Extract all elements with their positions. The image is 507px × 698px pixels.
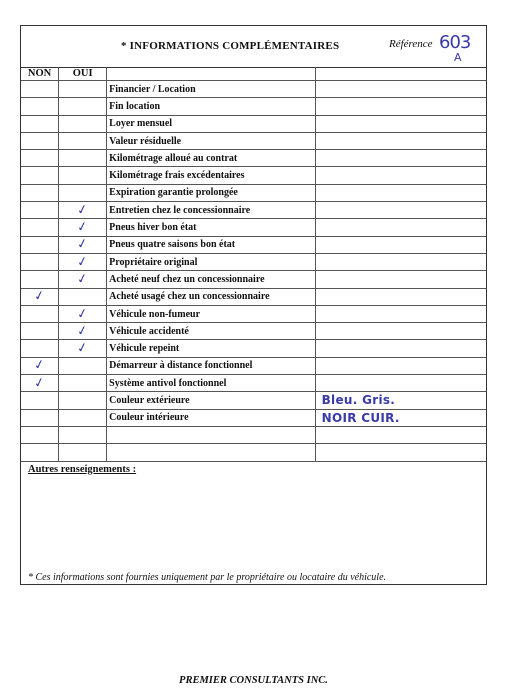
oui-cell[interactable] — [59, 81, 107, 98]
row-value[interactable] — [315, 236, 486, 253]
table-row — [21, 150, 486, 167]
handwritten-value — [316, 117, 322, 131]
non-cell[interactable] — [21, 271, 59, 288]
non-cell[interactable] — [21, 184, 59, 201]
row-label: Fin location — [107, 98, 315, 115]
oui-cell[interactable] — [59, 426, 107, 443]
header-oui: OUI — [59, 67, 107, 81]
row-value[interactable] — [315, 98, 486, 115]
row-value[interactable] — [315, 150, 486, 167]
non-cell[interactable] — [21, 167, 59, 184]
oui-cell[interactable] — [59, 357, 107, 374]
check-mark-icon: ✓ — [32, 357, 47, 375]
row-label: Couleur extérieure — [107, 392, 315, 409]
oui-cell[interactable] — [59, 392, 107, 409]
oui-cell[interactable] — [59, 115, 107, 132]
handwritten-value — [316, 221, 322, 235]
oui-cell[interactable] — [59, 219, 107, 236]
non-cell[interactable] — [21, 253, 59, 270]
check-mark-icon: ✓ — [32, 374, 47, 392]
handwritten-value — [316, 134, 322, 148]
table-row — [21, 167, 486, 184]
table-row — [21, 288, 486, 305]
row-value[interactable] — [315, 375, 486, 392]
non-cell[interactable] — [21, 236, 59, 253]
oui-cell[interactable] — [59, 184, 107, 201]
row-label: Valeur résiduelle — [107, 132, 315, 149]
oui-cell[interactable] — [59, 340, 107, 357]
handwritten-value — [316, 99, 322, 113]
row-label: Système antivol fonctionnel — [107, 375, 315, 392]
row-value[interactable] — [315, 305, 486, 322]
non-cell[interactable] — [21, 392, 59, 409]
reference-label: Référence — [389, 38, 433, 50]
non-cell[interactable] — [21, 375, 59, 392]
row-value[interactable] — [315, 409, 486, 426]
non-cell[interactable] — [21, 409, 59, 426]
header-value — [315, 67, 486, 81]
table-row — [21, 271, 486, 288]
info-sheet — [20, 25, 487, 585]
check-mark-icon: ✓ — [75, 305, 90, 323]
table-row — [21, 375, 486, 392]
non-cell[interactable] — [21, 323, 59, 340]
non-cell[interactable] — [21, 288, 59, 305]
row-label: Kilométrage alloué au contrat — [107, 150, 315, 167]
row-value[interactable] — [315, 184, 486, 201]
row-value[interactable] — [315, 253, 486, 270]
table-row — [21, 184, 486, 201]
table-row — [21, 357, 486, 374]
handwritten-value — [316, 445, 322, 459]
autres-renseignements-label: Autres renseignements : — [28, 464, 137, 475]
non-cell[interactable] — [21, 98, 59, 115]
handwritten-value — [316, 151, 322, 165]
handwritten-value — [316, 169, 322, 183]
company-name: PREMIER CONSULTANTS INC. — [179, 675, 328, 686]
handwritten-value — [316, 359, 322, 373]
table-row — [21, 340, 486, 357]
check-mark-icon: ✓ — [75, 201, 90, 219]
oui-cell[interactable] — [59, 375, 107, 392]
oui-cell[interactable] — [59, 236, 107, 253]
oui-cell[interactable] — [59, 323, 107, 340]
row-value[interactable] — [315, 132, 486, 149]
oui-cell[interactable] — [59, 271, 107, 288]
info-table — [21, 67, 486, 462]
handwritten-value — [316, 428, 322, 442]
row-label: Pneus quatre saisons bon état — [107, 236, 315, 253]
check-mark-icon: ✓ — [32, 288, 47, 306]
table-row — [21, 81, 486, 98]
handwritten-value — [316, 82, 322, 96]
non-cell[interactable] — [21, 340, 59, 357]
handwritten-value — [316, 307, 322, 321]
table-row — [21, 444, 486, 461]
check-mark-icon: ✓ — [75, 236, 90, 254]
check-mark-icon: ✓ — [75, 219, 90, 236]
oui-cell[interactable] — [59, 167, 107, 184]
header-non: NON — [21, 67, 59, 81]
non-cell[interactable] — [21, 444, 59, 461]
oui-cell[interactable] — [59, 444, 107, 461]
row-label: Véhicule non-fumeur — [107, 305, 315, 322]
row-value[interactable] — [315, 426, 486, 443]
handwritten-value — [316, 238, 322, 252]
handwritten-value: Bleu. Gris. — [321, 393, 396, 408]
oui-cell[interactable] — [59, 98, 107, 115]
row-label: Pneus hiver bon état — [107, 219, 315, 236]
table-row — [21, 98, 486, 115]
form-title: * INFORMATIONS COMPLÉMENTAIRES — [121, 40, 340, 52]
table-row — [21, 132, 486, 149]
non-cell[interactable] — [21, 132, 59, 149]
row-value[interactable] — [315, 202, 486, 219]
non-cell[interactable] — [21, 202, 59, 219]
non-cell[interactable] — [21, 357, 59, 374]
table-row — [21, 409, 486, 426]
check-mark-icon: ✓ — [75, 253, 90, 271]
row-label: Financier / Location — [107, 81, 315, 98]
oui-cell[interactable] — [59, 409, 107, 426]
row-value[interactable] — [315, 271, 486, 288]
non-cell[interactable] — [21, 115, 59, 132]
row-label: Kilométrage frais excédentaires — [107, 167, 315, 184]
reference-sub: A — [454, 51, 462, 64]
oui-cell[interactable] — [59, 305, 107, 322]
check-mark-icon: ✓ — [75, 322, 90, 340]
handwritten-value — [316, 255, 322, 269]
check-mark-icon: ✓ — [75, 270, 90, 288]
oui-cell[interactable] — [59, 150, 107, 167]
non-cell[interactable] — [21, 150, 59, 167]
oui-cell[interactable] — [59, 132, 107, 149]
table-row — [21, 115, 486, 132]
table-row — [21, 392, 486, 409]
row-label: Couleur intérieure — [107, 409, 315, 426]
oui-cell[interactable] — [59, 202, 107, 219]
row-label: Véhicule repeint — [107, 340, 315, 357]
non-cell[interactable] — [21, 305, 59, 322]
row-value[interactable] — [315, 392, 486, 409]
row-label — [107, 444, 315, 461]
handwritten-value — [316, 342, 322, 356]
row-value[interactable] — [315, 288, 486, 305]
handwritten-value — [316, 272, 322, 286]
row-label: Acheté usagé chez un concessionnaire — [107, 288, 315, 305]
row-label: Entretien chez le concessionnaire — [107, 202, 315, 219]
table-row — [21, 253, 486, 270]
reference-value: 603 — [439, 32, 471, 53]
row-label: Véhicule accidenté — [107, 323, 315, 340]
handwritten-value — [316, 203, 322, 217]
row-value[interactable] — [315, 115, 486, 132]
row-label: Démarreur à distance fonctionnel — [107, 357, 315, 374]
row-value[interactable] — [315, 340, 486, 357]
non-cell[interactable] — [21, 426, 59, 443]
check-mark-icon: ✓ — [75, 340, 90, 358]
handwritten-value — [316, 186, 322, 200]
row-value[interactable] — [315, 323, 486, 340]
table-row — [21, 305, 486, 322]
table-row — [21, 426, 486, 443]
table-row — [21, 202, 486, 219]
row-value[interactable] — [315, 167, 486, 184]
non-cell[interactable] — [21, 81, 59, 98]
row-label — [107, 426, 315, 443]
handwritten-value: NOIR CUIR. — [321, 410, 400, 425]
table-row — [21, 323, 486, 340]
row-value[interactable] — [315, 357, 486, 374]
row-label: Acheté neuf chez un concessionnaire — [107, 271, 315, 288]
table-row — [21, 219, 486, 236]
handwritten-value — [316, 376, 322, 390]
oui-cell[interactable] — [59, 253, 107, 270]
table-header-row — [21, 67, 486, 81]
oui-cell[interactable] — [59, 288, 107, 305]
row-label: Propriétaire original — [107, 253, 315, 270]
header-label — [107, 67, 315, 81]
row-value[interactable] — [315, 219, 486, 236]
row-label: Expiration garantie prolongée — [107, 184, 315, 201]
handwritten-value — [316, 290, 322, 304]
non-cell[interactable] — [21, 219, 59, 236]
handwritten-value — [316, 324, 322, 338]
row-value[interactable] — [315, 444, 486, 461]
row-label: Loyer mensuel — [107, 115, 315, 132]
row-value[interactable] — [315, 81, 486, 98]
footnote: * Ces informations sont fournies uniquement par le propriétaire ou locataire du véhicule. — [28, 572, 387, 583]
table-row — [21, 236, 486, 253]
